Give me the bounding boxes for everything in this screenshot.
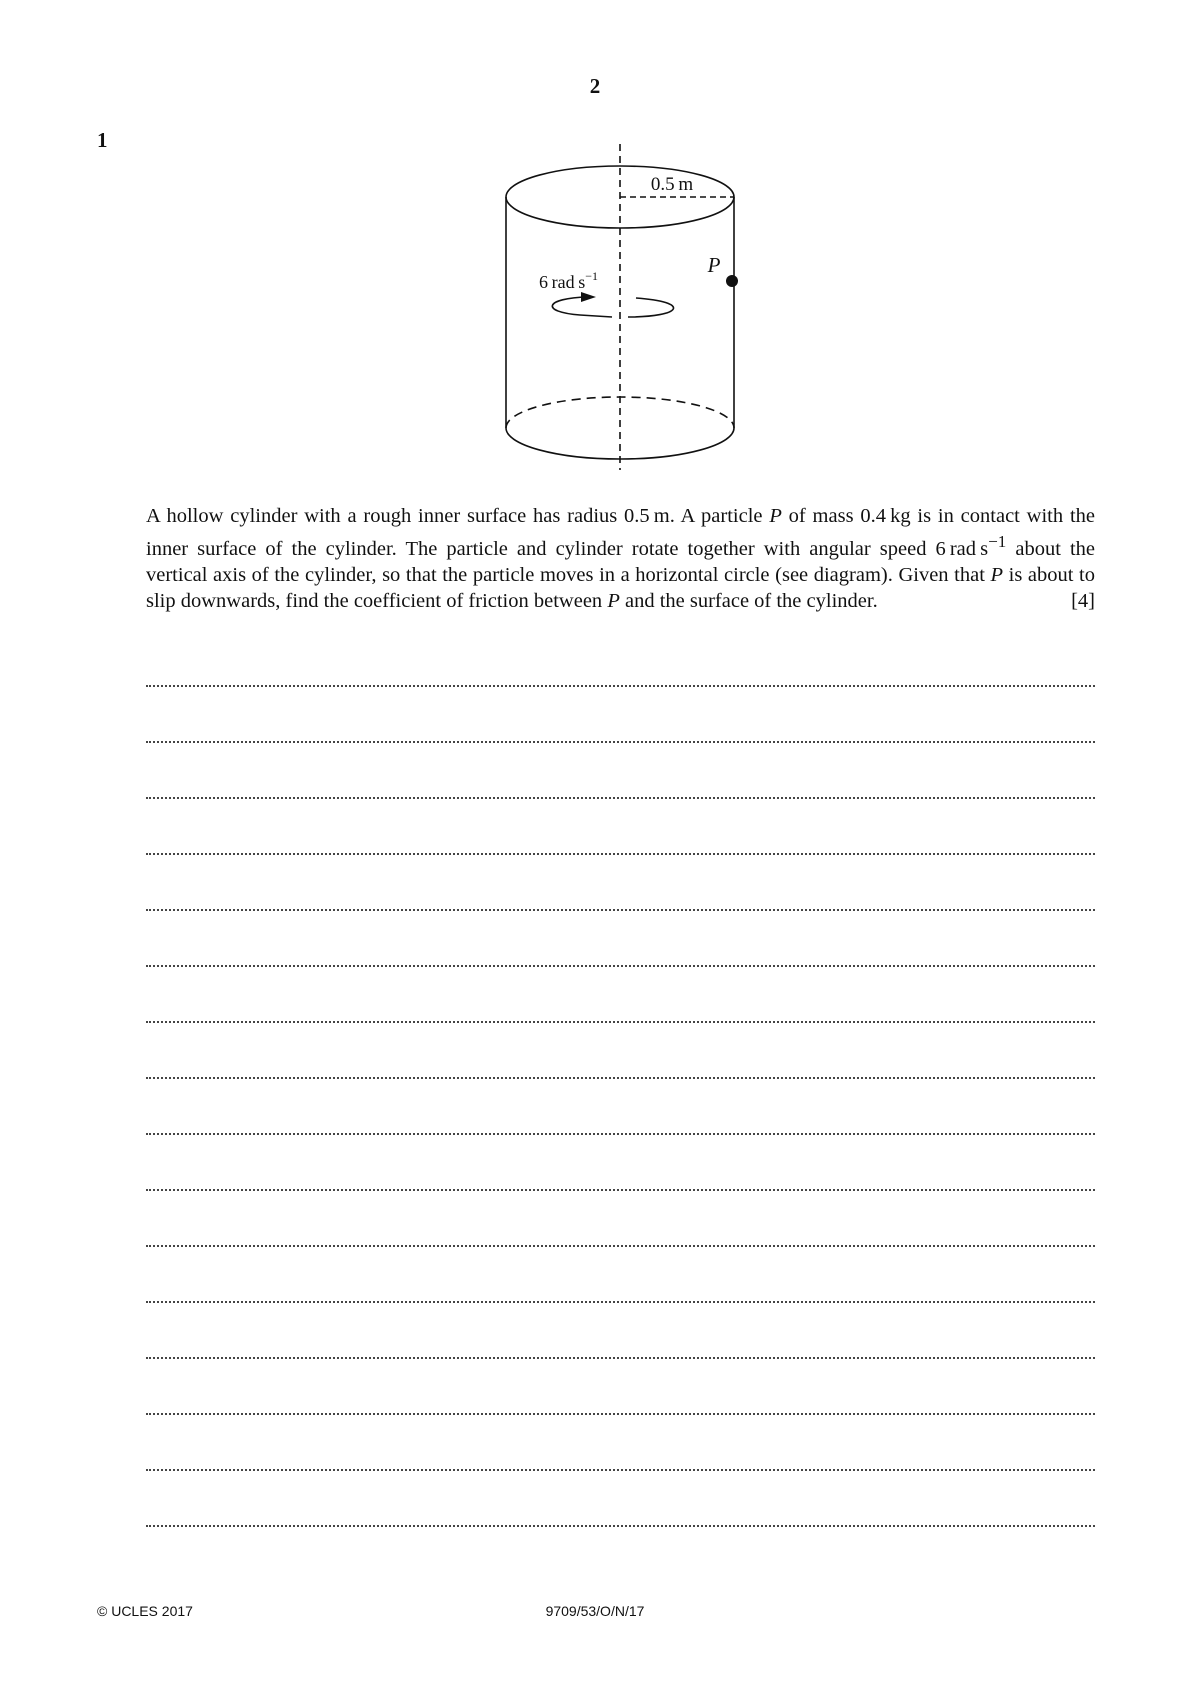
question-text-part-4: is about to slip downwards, find the coefficient of friction between [146,563,1095,612]
answer-line[interactable] [146,1247,1095,1303]
answer-line[interactable] [146,799,1095,855]
rotation-arrow-right [628,298,674,317]
answer-line[interactable] [146,1471,1095,1527]
answer-line[interactable] [146,1303,1095,1359]
question-text-part-5: and the surface of the cylinder. [619,589,878,612]
page-number: 2 [589,74,601,98]
question-number: 1 [97,128,108,152]
particle-symbol: P [990,563,1004,586]
answer-line[interactable] [146,687,1095,743]
question-text [146,503,1095,614]
footer-paper-code: 9709/53/O/N/17 [545,1603,645,1619]
marks-allocation: [4] [1071,589,1095,612]
angular-speed-label [539,269,598,292]
rotation-arrowhead [581,292,596,302]
particle-symbol: P [607,589,620,612]
question-text-part-3: about the vertical axis of the cylinder, so that the particle moves in a horizontal circle (see diagram). Given that [146,537,1095,586]
answer-line[interactable] [146,967,1095,1023]
answer-line[interactable] [146,911,1095,967]
cylinder-diagram [470,140,770,470]
unit-exponent: −1 [988,532,1007,551]
answer-lines[interactable] [146,669,1095,1527]
answer-line[interactable] [146,1415,1095,1471]
cylinder-diagram-svg [470,140,770,470]
answer-line[interactable] [146,1359,1095,1415]
answer-line[interactable] [146,1191,1095,1247]
answer-line[interactable] [146,743,1095,799]
answer-line[interactable] [146,855,1095,911]
answer-line[interactable] [146,1023,1095,1079]
angular-speed-exponent: −1 [585,269,598,283]
angular-speed-value: 6 rad s [539,272,586,292]
question-paragraph [146,503,1095,614]
radius-label: 0.5 m [650,174,694,195]
question-text-part-1: A hollow cylinder with a rough inner surface has radius 0.5 m. A particle [146,505,770,527]
answer-line[interactable] [146,669,1095,687]
particle-p-dot [726,275,738,287]
particle-label: P [707,253,721,277]
question-text-part-2: of mass 0.4 kg is in contact with the inner surface of the cylinder. The particle and cylinder rotate together with angular speed 6 rad s [146,505,1095,560]
footer-copyright: © UCLES 2017 [97,1603,193,1619]
answer-line[interactable] [146,1079,1095,1135]
answer-line[interactable] [146,1135,1095,1191]
particle-symbol: P [769,505,782,527]
